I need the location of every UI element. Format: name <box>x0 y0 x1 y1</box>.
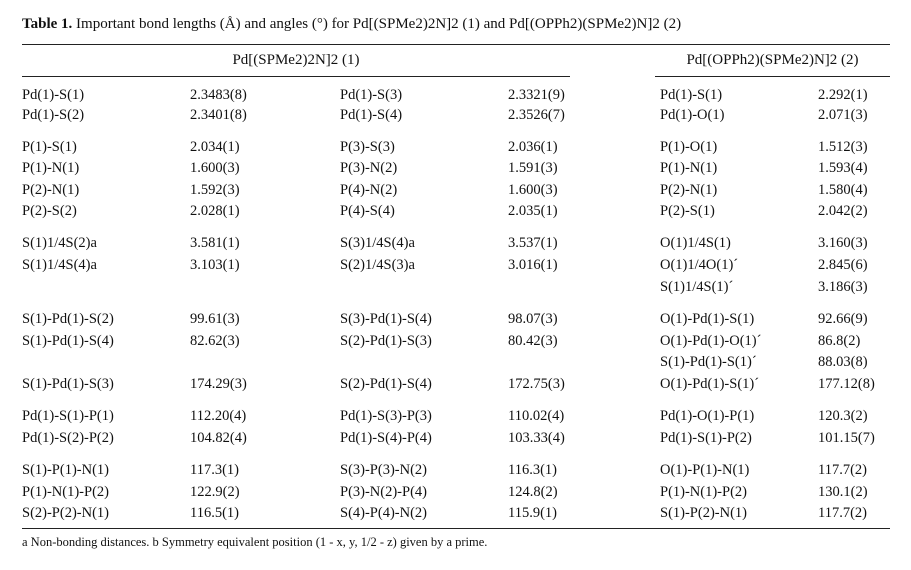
table-cell-a3: Pd(1)-O(1)-P(1) <box>660 408 755 424</box>
table-cell-v1: 116.5(1) <box>190 505 239 521</box>
table-cell-v1: 117.3(1) <box>190 462 239 478</box>
table-cell-a2: S(2)-Pd(1)-S(4) <box>340 376 432 392</box>
table-cell-a2: P(3)-S(3) <box>340 139 395 155</box>
table-cell-a2: S(4)-P(4)-N(2) <box>340 505 427 521</box>
compound1-underline <box>22 76 570 77</box>
table-cell-a1: P(1)-S(1) <box>22 139 77 155</box>
table-cell-v3: 2.292(1) <box>818 87 868 103</box>
table-cell-v1: 2.034(1) <box>190 139 240 155</box>
table-cell-v3: 177.12(8) <box>818 376 875 392</box>
table-cell-a3: Pd(1)-O(1) <box>660 107 725 123</box>
table-cell-a3: O(1)-Pd(1)-O(1)´ <box>660 333 762 349</box>
table-cell-a3: O(1)1/4S(1) <box>660 235 731 251</box>
table-cell-v2: 3.016(1) <box>508 257 558 273</box>
table-cell-a3: S(1)-Pd(1)-S(1)´ <box>660 354 757 370</box>
table-cell-a1: S(2)-P(2)-N(1) <box>22 505 109 521</box>
table-cell-v3: 92.66(9) <box>818 311 868 327</box>
table-cell-v2: 116.3(1) <box>508 462 557 478</box>
table-cell-a1: S(1)-Pd(1)-S(3) <box>22 376 114 392</box>
table-footnote: a Non-bonding distances. b Symmetry equivalent position (1 - x, y, 1/2 - z) given by a prime. <box>22 535 488 549</box>
table-cell-v1: 3.103(1) <box>190 257 240 273</box>
table-cell-a1: S(1)-Pd(1)-S(4) <box>22 333 114 349</box>
table-cell-a3: O(1)-Pd(1)-S(1) <box>660 311 755 327</box>
table-cell-v1: 82.62(3) <box>190 333 240 349</box>
table-cell-a1: S(1)-P(1)-N(1) <box>22 462 109 478</box>
table-cell-v2: 124.8(2) <box>508 484 558 500</box>
table-cell-a1: Pd(1)-S(1) <box>22 87 85 103</box>
compound2-underline <box>655 76 890 77</box>
table-cell-a1: P(2)-N(1) <box>22 182 80 198</box>
table-cell-v3: 2.845(6) <box>818 257 868 273</box>
caption-text: Important bond lengths (Å) and angles (°) for Pd[(SPMe2)2N]2 (1) and Pd[(OPPh2)(SPMe2)N]2 (2) <box>76 16 682 32</box>
table-cell-v2: 172.75(3) <box>508 376 565 392</box>
table-cell-v1: 99.61(3) <box>190 311 240 327</box>
table-cell-a2: S(3)-P(3)-N(2) <box>340 462 427 478</box>
table-cell-a2: S(3)1/4S(4)a <box>340 235 415 251</box>
table-cell-v2: 98.07(3) <box>508 311 558 327</box>
table-cell-a2: P(3)-N(2) <box>340 160 398 176</box>
table-cell-a2: P(4)-N(2) <box>340 182 398 198</box>
table-cell-v3: 1.580(4) <box>818 182 868 198</box>
table-cell-a2: S(2)-Pd(1)-S(3) <box>340 333 432 349</box>
table-cell-a1: Pd(1)-S(2) <box>22 107 85 123</box>
table-cell-v1: 1.592(3) <box>190 182 240 198</box>
table-cell-v3: 130.1(2) <box>818 484 868 500</box>
table-cell-a1: P(2)-S(2) <box>22 203 77 219</box>
table-cell-v3: 101.15(7) <box>818 430 875 446</box>
table-cell-a2: P(3)-N(2)-P(4) <box>340 484 427 500</box>
table-cell-v2: 3.537(1) <box>508 235 558 251</box>
table-cell-a1: Pd(1)-S(1)-P(1) <box>22 408 114 424</box>
table-cell-v3: 1.512(3) <box>818 139 868 155</box>
table-cell-a2: S(2)1/4S(3)a <box>340 257 415 273</box>
table-cell-a3: O(1)-Pd(1)-S(1)´ <box>660 376 760 392</box>
table-cell-a2: Pd(1)-S(3) <box>340 87 403 103</box>
top-rule <box>22 44 890 45</box>
table-cell-v2: 103.33(4) <box>508 430 565 446</box>
table-cell-v3: 117.7(2) <box>818 505 867 521</box>
table-cell-v1: 112.20(4) <box>190 408 247 424</box>
table-cell-v3: 86.8(2) <box>818 333 861 349</box>
table-cell-a3: P(2)-S(1) <box>660 203 715 219</box>
table-cell-v2: 110.02(4) <box>508 408 565 424</box>
table-cell-a3: O(1)-P(1)-N(1) <box>660 462 750 478</box>
table-cell-v3: 2.071(3) <box>818 107 868 123</box>
table-cell-a1: P(1)-N(1)-P(2) <box>22 484 109 500</box>
table-cell-a2: Pd(1)-S(4)-P(4) <box>340 430 432 446</box>
table-cell-a1: S(1)1/4S(2)a <box>22 235 97 251</box>
table-cell-a2: Pd(1)-S(4) <box>340 107 403 123</box>
table-cell-a1: S(1)1/4S(4)a <box>22 257 97 273</box>
table-cell-v2: 80.42(3) <box>508 333 558 349</box>
compound1-header: Pd[(SPMe2)2N]2 (1) <box>232 52 360 68</box>
table-cell-v3: 88.03(8) <box>818 354 868 370</box>
table-cell-v1: 2.3483(8) <box>190 87 247 103</box>
table-cell-v2: 2.3526(7) <box>508 107 565 123</box>
table-cell-v1: 3.581(1) <box>190 235 240 251</box>
table-cell-a3: O(1)1/4O(1)´ <box>660 257 739 273</box>
table-cell-a3: Pd(1)-S(1) <box>660 87 723 103</box>
table-cell-v3: 2.042(2) <box>818 203 868 219</box>
table-cell-a1: S(1)-Pd(1)-S(2) <box>22 311 114 327</box>
table-cell-a2: Pd(1)-S(3)-P(3) <box>340 408 432 424</box>
table-cell-v3: 3.186(3) <box>818 279 868 295</box>
table-cell-v3: 1.593(4) <box>818 160 868 176</box>
compound2-header: Pd[(OPPh2)(SPMe2)N]2 (2) <box>686 52 859 68</box>
table-cell-a3: P(1)-N(1)-P(2) <box>660 484 747 500</box>
table-cell-v1: 1.600(3) <box>190 160 240 176</box>
table-cell-v2: 115.9(1) <box>508 505 557 521</box>
bottom-rule <box>22 528 890 529</box>
table-cell-v3: 120.3(2) <box>818 408 868 424</box>
table-cell-v2: 2.3321(9) <box>508 87 565 103</box>
table-cell-a3: S(1)-P(2)-N(1) <box>660 505 747 521</box>
table-cell-a3: P(1)-N(1) <box>660 160 718 176</box>
table-cell-a1: P(1)-N(1) <box>22 160 80 176</box>
table-cell-a3: P(2)-N(1) <box>660 182 718 198</box>
table-cell-v1: 2.028(1) <box>190 203 240 219</box>
table-cell-v2: 1.600(3) <box>508 182 558 198</box>
table-cell-v3: 3.160(3) <box>818 235 868 251</box>
table-cell-a3: S(1)1/4S(1)´ <box>660 279 734 295</box>
table-cell-a2: P(4)-S(4) <box>340 203 395 219</box>
table-cell-a1: Pd(1)-S(2)-P(2) <box>22 430 114 446</box>
table-caption <box>22 16 681 33</box>
caption-label: Table 1. <box>22 16 73 32</box>
table-cell-v3: 117.7(2) <box>818 462 867 478</box>
table-cell-a3: P(1)-O(1) <box>660 139 718 155</box>
table-cell-v1: 174.29(3) <box>190 376 247 392</box>
table-cell-v1: 122.9(2) <box>190 484 240 500</box>
table-cell-a2: S(3)-Pd(1)-S(4) <box>340 311 432 327</box>
table-cell-v1: 2.3401(8) <box>190 107 247 123</box>
table-cell-v2: 2.035(1) <box>508 203 558 219</box>
table-cell-v1: 104.82(4) <box>190 430 247 446</box>
table-cell-v2: 1.591(3) <box>508 160 558 176</box>
table-cell-v2: 2.036(1) <box>508 139 558 155</box>
table-cell-a3: Pd(1)-S(1)-P(2) <box>660 430 752 446</box>
